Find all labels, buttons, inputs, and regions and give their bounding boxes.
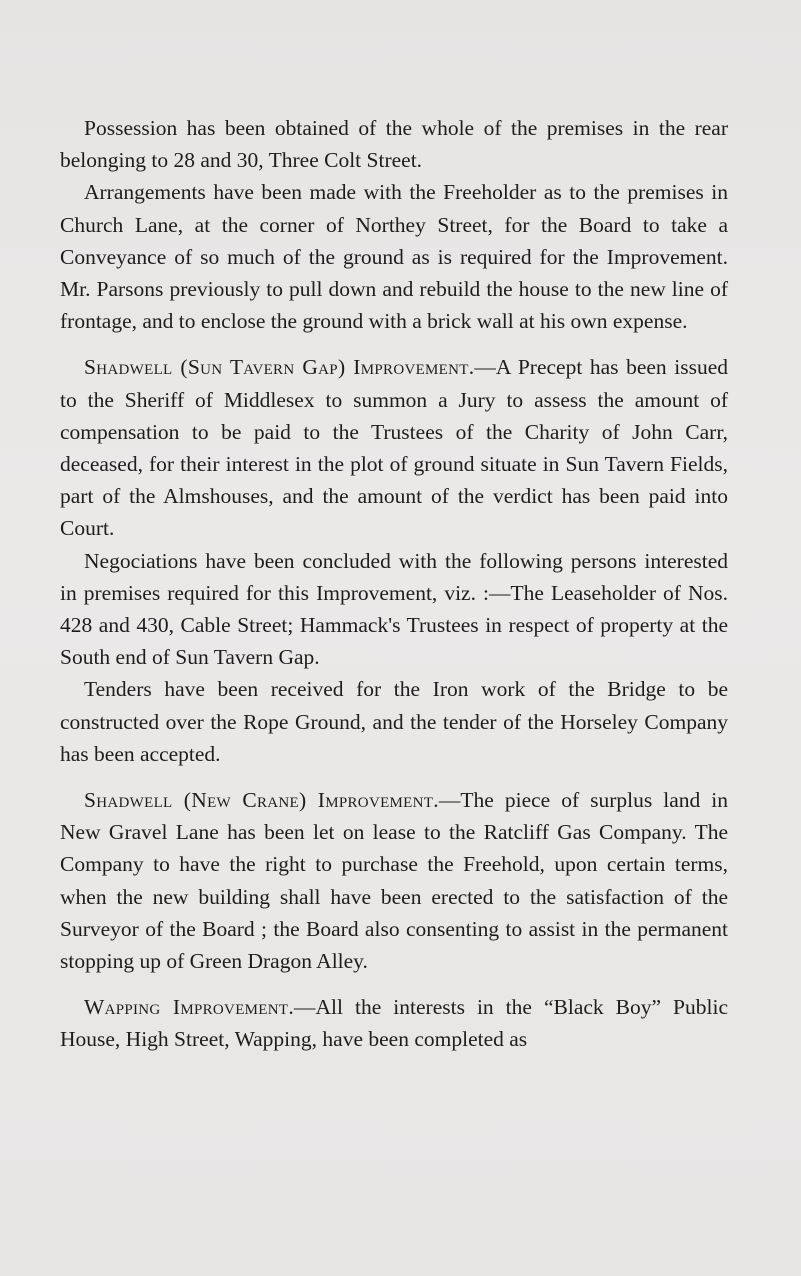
paragraph-arrangements bbox=[60, 176, 728, 337]
paragraph-wapping bbox=[60, 991, 728, 1055]
section-heading: Wapping Improvement. bbox=[84, 995, 295, 1020]
paragraph-text: Possession has been obtained of the whole of the premises in the rear belonging to 28 and 30, Three Colt Street. bbox=[60, 116, 728, 173]
paragraph-sun-tavern-gap bbox=[60, 351, 728, 544]
paragraph-text: Tenders have been received for the Iron work of the Bridge to be constructed over the Rope Ground, and the tender of the Horseley Company has been accepted. bbox=[60, 677, 728, 766]
document-body bbox=[60, 112, 728, 1056]
paragraph-tenders bbox=[60, 673, 728, 770]
section-heading: Shadwell (Sun Tavern Gap) Improvement. bbox=[84, 355, 475, 380]
paragraph-text: Negociations have been concluded with the following persons interested in premises required for this Improvement, viz. :—The Leaseholder of Nos. 428 and 430, Cable Street; Hammack's Trustees in respect of property at the South end of Sun Tavern Gap. bbox=[60, 548, 728, 670]
paragraph-text: —A Precept has been issued to the Sheriff of Middlesex to summon a Jury to assess the amount of compensation to be paid to the Trustees of the Charity of John Carr, deceased, for their interest in the plot of ground situate in Sun Tavern Fields, part of the Almshouses, and the amount of the verdict has been paid into Court. bbox=[60, 355, 728, 541]
paragraph-text: —All the interests in the “Black Boy” Public House, High Street, Wapping, have been completed as bbox=[60, 995, 728, 1052]
paragraph-possession bbox=[60, 112, 728, 176]
section-heading: Shadwell (New Crane) Improvement. bbox=[84, 788, 439, 813]
paragraph-text: Arrangements have been made with the Freeholder as to the premises in Church Lane, at the corner of Northey Street, for the Board to take a Conveyance of so much of the ground as is required for the Improvement. Mr. Parsons previously to pull down and rebuild the house to the new line of frontage, and to enclose the ground with a brick wall at his own expense. bbox=[60, 180, 728, 334]
paragraph-text: —The piece of surplus land in New Gravel Lane has been let on lease to the Ratcliff Gas Company. The Company to have the right to purchase the Freehold, upon certain terms, when the new building shall have been erected to the satisfaction of the Surveyor of the Board ; the Board also consenting to assist in the permanent stopping up of Green Dragon Alley. bbox=[60, 788, 728, 974]
paragraph-negociations bbox=[60, 545, 728, 674]
paragraph-new-crane bbox=[60, 784, 728, 977]
